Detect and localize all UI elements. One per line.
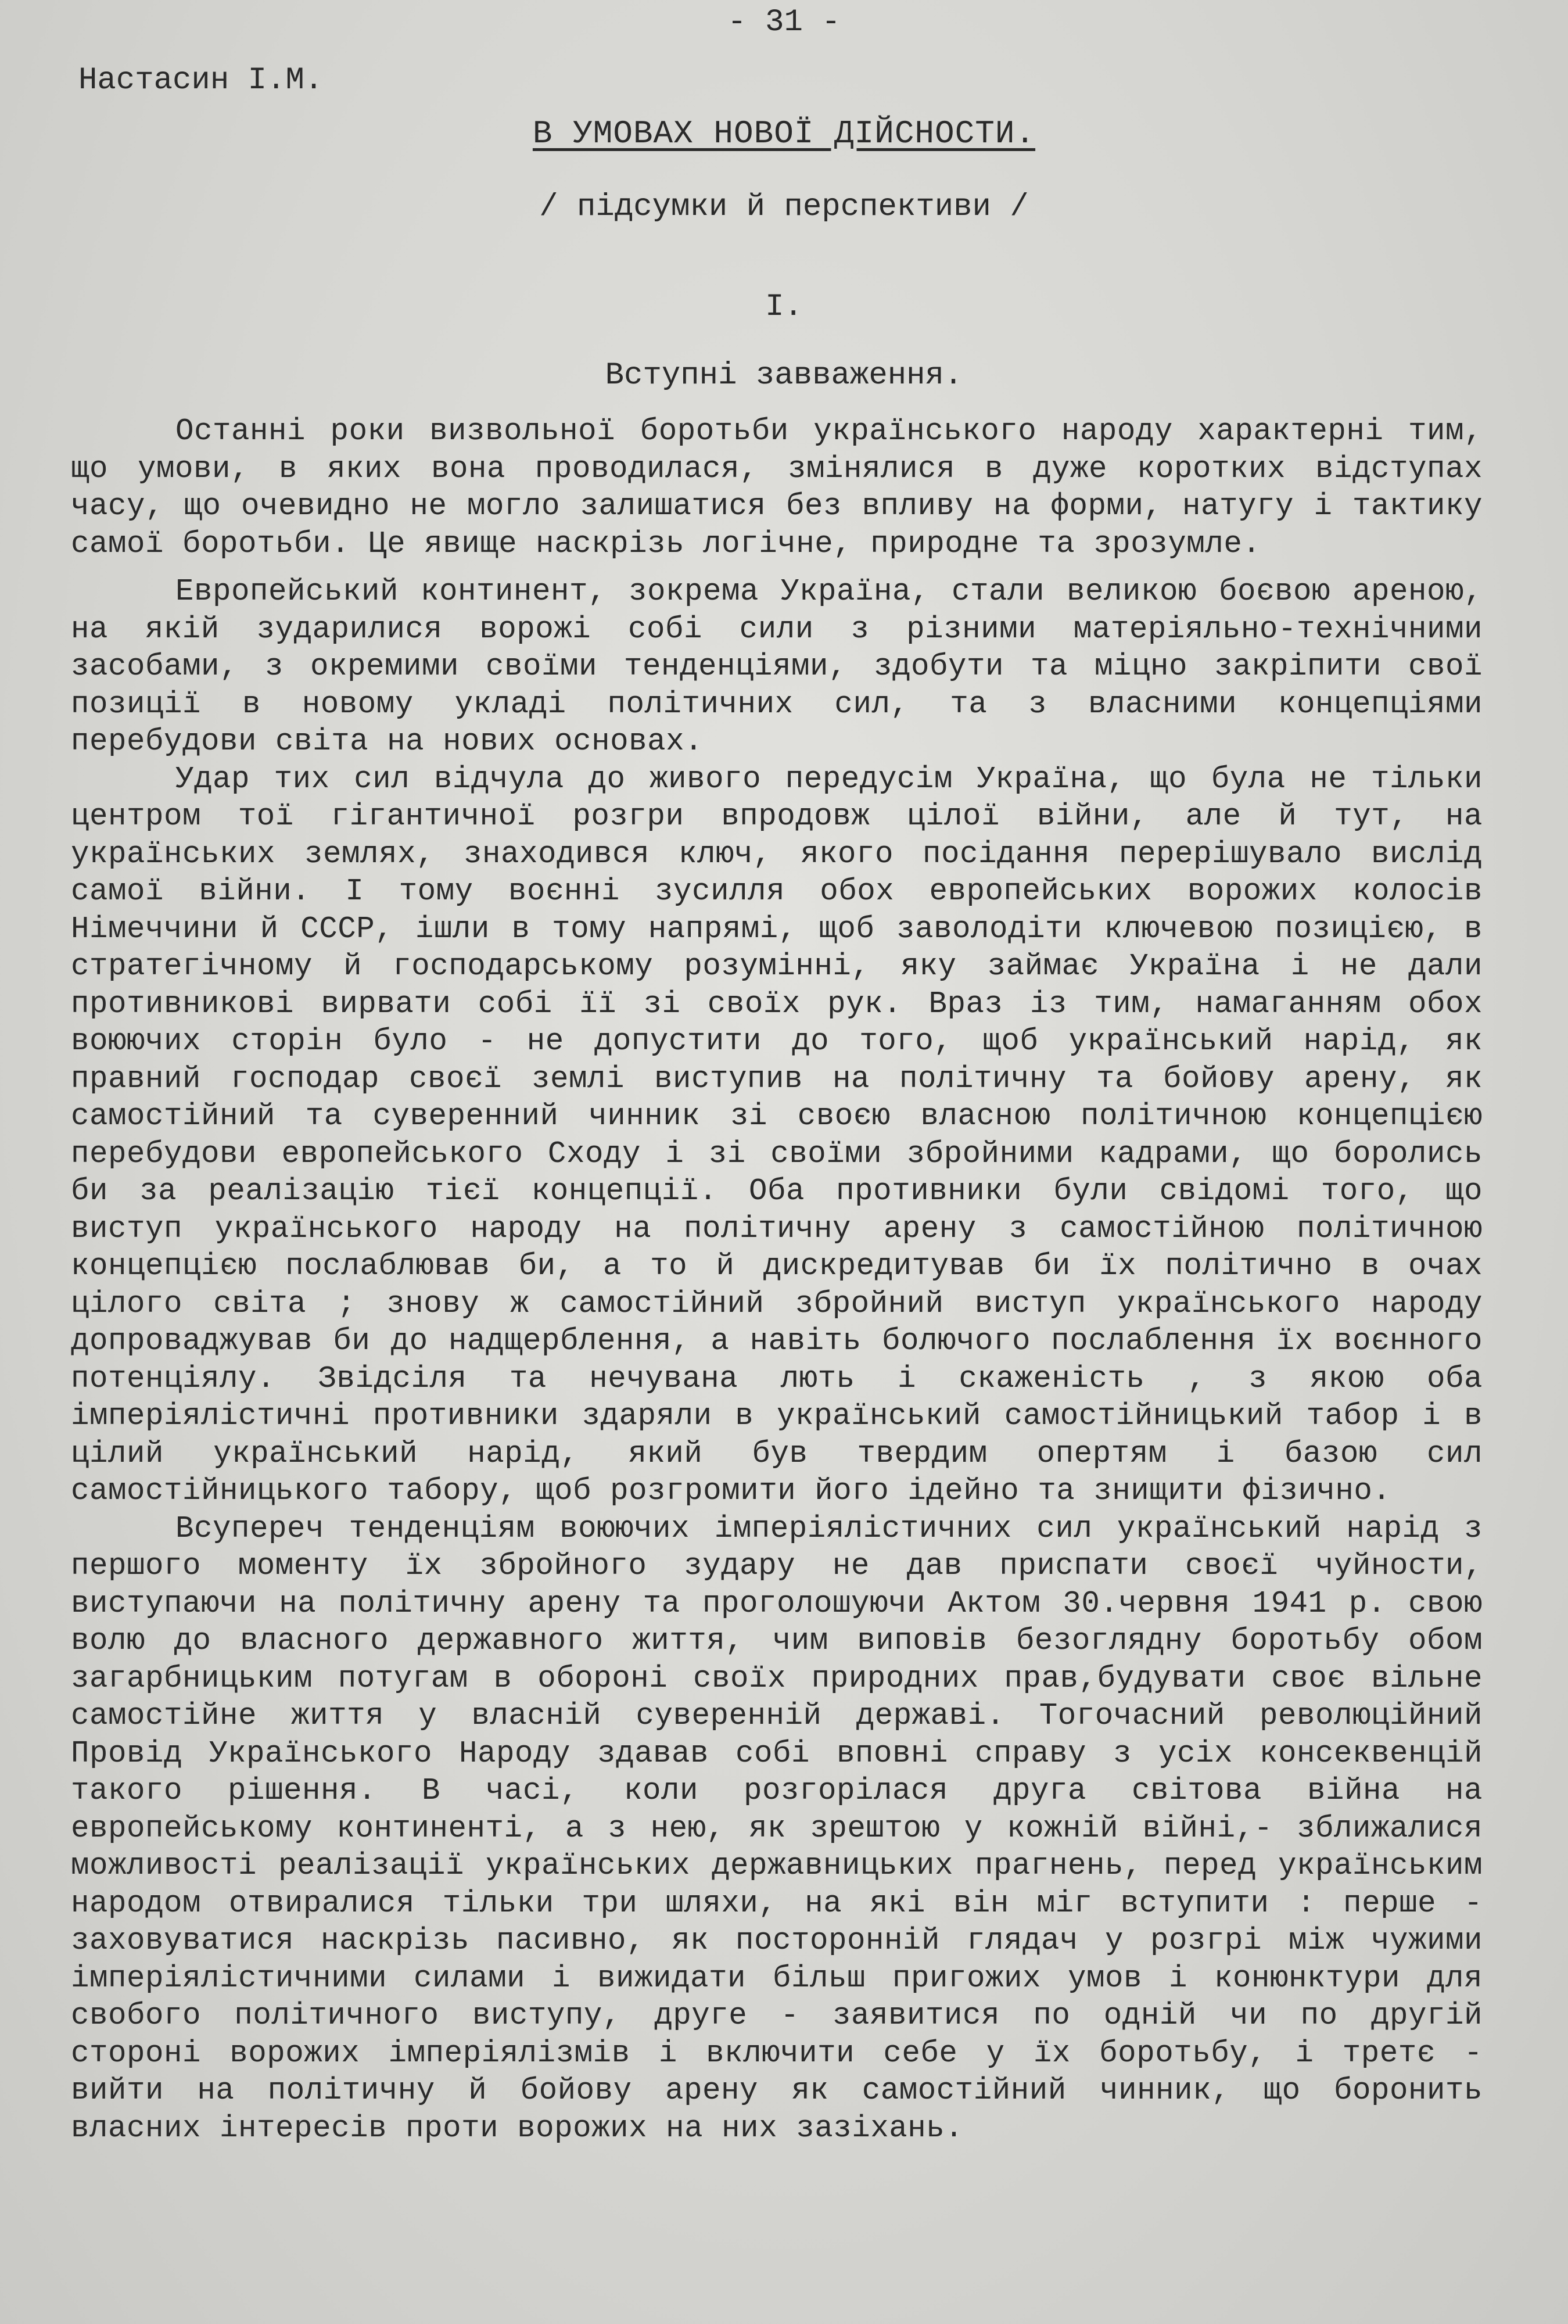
- paragraph: Всупереч тенденціям воюючих імперіялістичних сил український нарід з першого моменту їх збройного зудару не дав приспати своєї чуйности, виступаючи на політичну арену та проголошуючи Актом 30.червня 1941 р. свою волю до власного державного життя, чим виповів безоглядну боротьбу обом загарбницьким потугам в обороні своїх природних прав,будувати своє вільне самостійне життя у власній суверенній державі. Тогочасний революційний Провід Українського Народу здавав собі вповні справу з усіх консеквенцій такого рішення. В часі, коли розгорілася друга світова війна на европейському континенті, а з нею, як зрештою у кожній війні,- зближалися можливості реалізації українських державницьких прагнень, перед українським народом отвиралися тільки три шляхи, на які він міг вступити : перше - заховуватися наскрізь пасивно, як посторонній глядач у розгрі між чужими імперіялістичними силами і вижидати більш пригожих умов і конюнктури для свобого політичного виступу, друге - заявитися по одній чи по другій стороні ворожих імперіялізмів і включити себе у їх боротьбу, і третє - вийти на політичну й бойову арену як самостійний чинник, що боронить власних інтересів проти ворожих на них зазіхань.: [71, 1511, 1483, 2146]
- section-title: Вступні завваження.: [605, 358, 963, 393]
- paragraph: Останні роки визвольної боротьби українського народу характерні тим, що умови, в яких вона проводилася, змінялися в дуже коротких відступах часу, що очевидно не могло залишатися без впливу на форми, натугу і тактику самої боротьби. Це явище наскрізь логічне, природне та зрозумле.: [71, 414, 1483, 561]
- article-title: [0, 115, 1568, 152]
- page-number: - 31 -: [727, 5, 841, 40]
- paragraph: Европейський континент, зокрема Україна, стали великою боєвою ареною, на якій зударилися ворожі собі сили з різними матеріяльно-технічними засобами, з окремими своїми тенденціями, здобути та міцно закріпити свої позиції в новому укладі політичних сил, та з власними концепціями перебудови світа на нових основах.: [71, 574, 1483, 759]
- article-title-text: В УМОВАХ НОВОЇ ДІЙСНОСТИ.: [532, 115, 1036, 152]
- author-name: Настасин І.М.: [78, 63, 324, 98]
- body-text: [71, 413, 1483, 2157]
- section-number: І.: [765, 289, 803, 325]
- paragraph: Удар тих сил відчула до живого передусім Україна, що була не тільки центром тої гігантичної розгри впродовж цілої війни, але й тут, на українських землях, знаходився ключ, якого посідання перерішувало вислід самої війни. І тому воєнні зусилля обох европейських ворожих колосів Німеччини й СССР, ішли в тому напрямі, щоб заволодіти ключевою позицією, в стратегічному й господарському розумінні, яку займає Україна і не дали противникові вирвати собі її зі своїх рук. Враз із тим, намаганням обох воюючих сторін було - не допустити до того, щоб український нарід, як правний господар своєї землі виступив на політичну та бойову арену, як самостійний та суверенний чинник зі своєю власною політичною концепцією перебудови европейського Сходу і зі своїми збройними кадрами, що боролись би за реалізацію тієї концепції. Оба противники були свідомі того, що виступ українського народу на політичну арену з самостійною політичною концепцією послаблював би, а то й дискредитував би їх політично в очах цілого світа ; знову ж самостійний збройний виступ українського народу допроваджував би до надщерблення, а навіть болючого послаблення їх воєнного потенціялу. Звідсіля та нечувана лють і скаженість , з якою оба імперіялістичні противники здаряли в український самостійницький табор і в цілий український нарід, який був твердим опертям і базою сил самостійницького табору, щоб розгромити його ідейно та знищити фізично.: [71, 761, 1483, 1508]
- article-subtitle: / підсумки й перспективи /: [539, 189, 1029, 225]
